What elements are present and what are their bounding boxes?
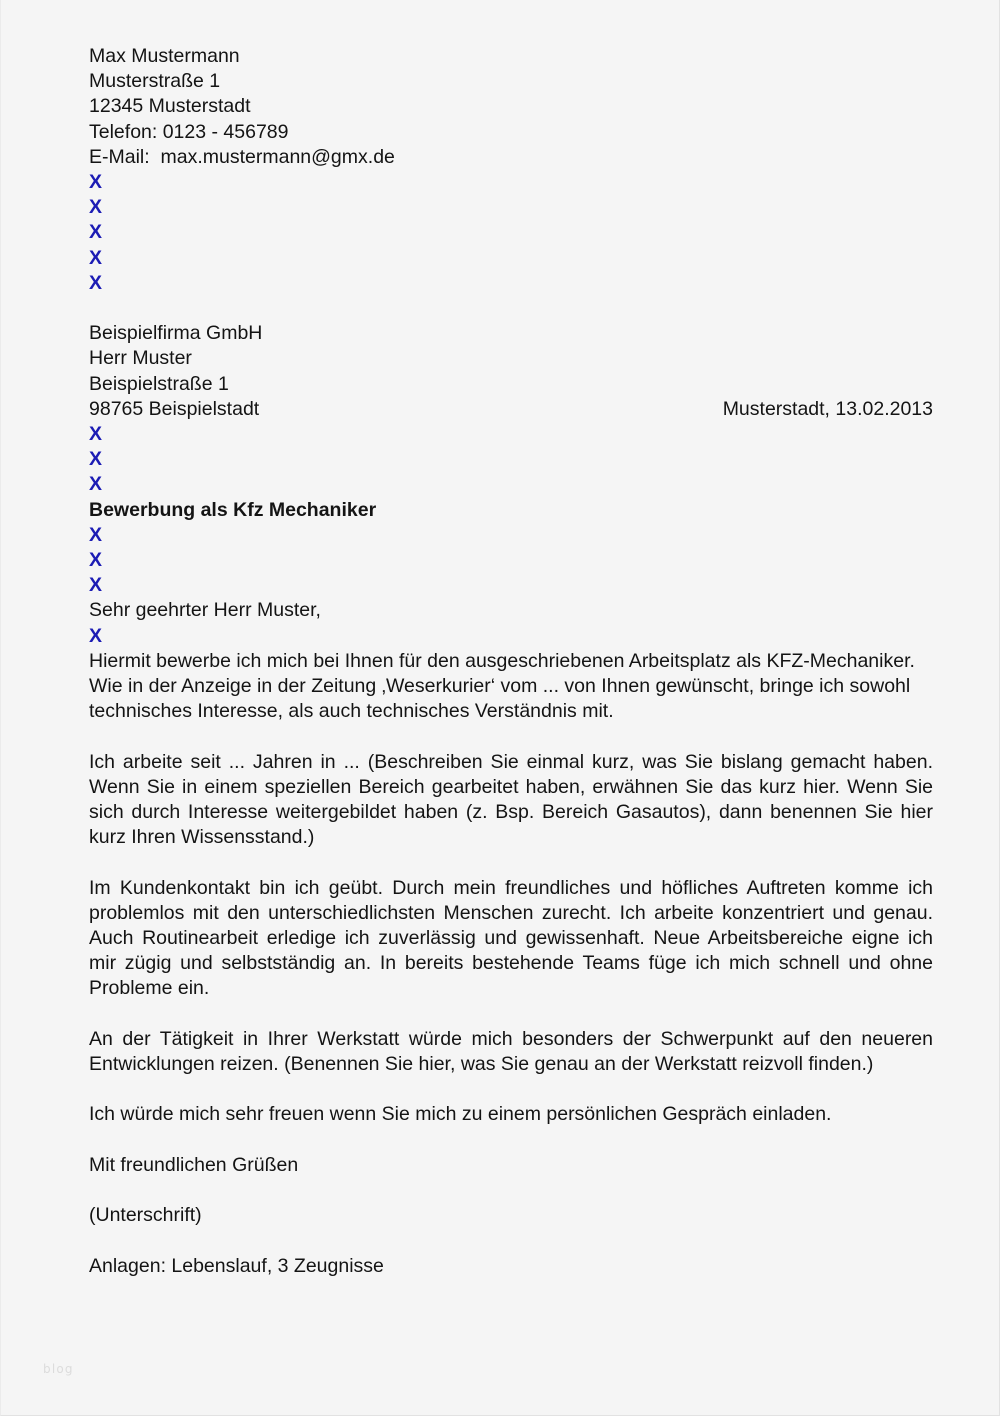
placeholder-mark: X <box>89 549 103 572</box>
placeholder-mark: X <box>89 473 103 496</box>
sender-line: 12345 Musterstadt <box>89 95 251 118</box>
recipient-line: Beispielfirma GmbH <box>89 322 263 345</box>
signature-placeholder: (Unterschrift) <box>89 1204 202 1227</box>
spacer <box>89 1128 933 1153</box>
spacer <box>89 724 933 749</box>
recipient-line: 98765 Beispielstadt <box>89 397 260 420</box>
body-paragraph: Hiermit bewerbe ich mich bei Ihnen für den ausgeschriebenen Arbeitsplatz als KFZ-Mechaniker. Wie in der Anzeige in der Zeitung ‚Weserkurier‘ vom ... von Ihnen gewünscht, bringe ich sowohl technisches Interesse, als auch technisches Verständnis mit. <box>89 649 915 723</box>
sender-line: Telefon: 0123 - 456789 <box>89 120 289 143</box>
recipient-line: Herr Muster <box>89 347 192 370</box>
date-line: Musterstadt, 13.02.2013 <box>722 397 933 420</box>
letter-body <box>89 44 933 1279</box>
body-paragraph: Ich arbeite seit ... Jahren in ... (Beschreiben Sie einmal kurz, was Sie bislang gemacht haben. Wenn Sie in einem speziellen Bereich gearbeitet haben, erwähnen Sie das kurz hier. Wenn Sie sich durch Interesse weitergebildet haben (z. Bsp. Bereich Gasautos), dann benennen Sie hier kurz Ihren Wissensstand.) <box>89 750 933 849</box>
placeholder-mark: X <box>89 246 103 269</box>
spacer <box>89 1077 933 1102</box>
placeholder-mark: X <box>89 196 103 219</box>
placeholder-mark: X <box>89 624 103 647</box>
attachments-line: Anlagen: Lebenslauf, 3 Zeugnisse <box>89 1254 384 1277</box>
placeholder-mark: X <box>89 423 103 446</box>
body-paragraph: Im Kundenkontakt bin ich geübt. Durch mein freundliches und höfliches Auftreten komme ich problemlos mit den unterschiedlichsten Menschen zurecht. Ich arbeite konzentriert und genau. Auch Routinearbeit erledige ich zuverlässig und gewissenhaft. Neue Arbeitsbereiche eigne ich mir zügig und selbstständig an. In bereits bestehende Teams füge ich mich schnell und ohne Probleme ein. <box>89 876 933 1000</box>
spacer <box>89 1228 933 1253</box>
spacer <box>89 1002 933 1027</box>
blog-watermark: blog <box>43 1362 74 1376</box>
placeholder-mark: X <box>89 448 103 471</box>
spacer <box>89 296 933 321</box>
sender-line: Max Mustermann <box>89 45 240 67</box>
recipient-line: Beispielstraße 1 <box>89 372 229 395</box>
placeholder-mark: X <box>89 271 103 294</box>
salutation-line: Sehr geehrter Herr Muster, <box>89 599 321 622</box>
sender-line: Musterstraße 1 <box>89 70 221 93</box>
placeholder-mark: X <box>89 221 103 244</box>
sender-address-block <box>89 44 933 170</box>
placeholder-group-after-recipient <box>89 422 933 498</box>
placeholder-mark: X <box>89 574 103 597</box>
body-paragraph: An der Tätigkeit in Ihrer Werkstatt würde mich besonders der Schwerpunkt auf den neueren Entwicklungen reizen. (Benennen Sie hier, was Sie genau an der Werkstatt reizvoll finden.) <box>89 1027 933 1076</box>
body-paragraph: Ich würde mich sehr freuen wenn Sie mich zu einem persönlichen Gespräch einladen. <box>89 1103 832 1126</box>
spacer <box>89 850 933 875</box>
recipient-address-block <box>89 321 933 422</box>
placeholder-group-after-sender <box>89 170 933 296</box>
placeholder-group-after-subject <box>89 523 933 599</box>
placeholder-mark: X <box>89 171 103 194</box>
spacer <box>89 1178 933 1203</box>
subject-line: Bewerbung als Kfz Mechaniker <box>89 498 377 521</box>
placeholder-mark: X <box>89 523 103 546</box>
closing-greeting: Mit freundlichen Grüßen <box>89 1153 299 1176</box>
sender-email-line: E-Mail: max.mustermann@gmx.de <box>89 145 395 168</box>
